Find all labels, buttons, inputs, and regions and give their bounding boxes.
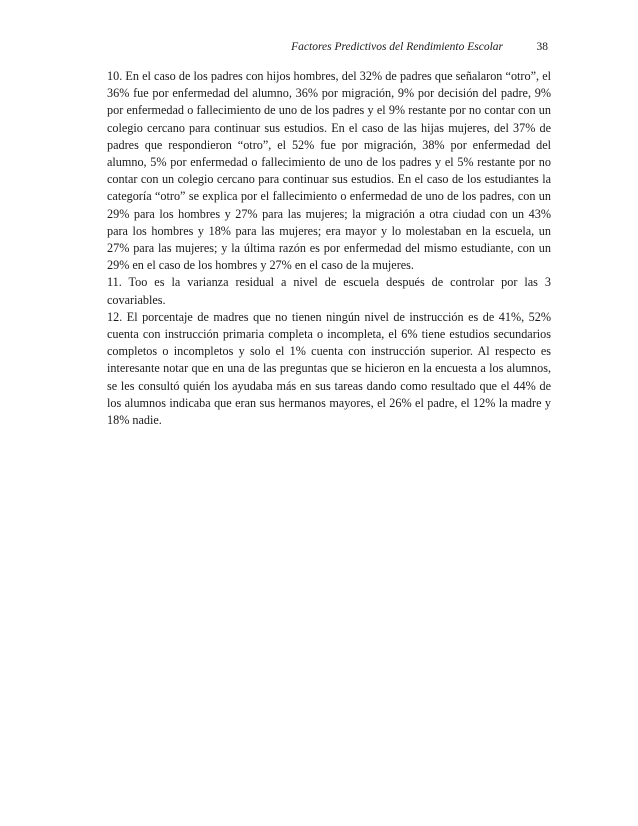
endnote-10: 10. En el caso de los padres con hijos hombres, del 32% de padres que señalaron “otro”, el 36% fue por enfermedad del alumno, 36% por migración, 9% por decisión del padre, 9% por enfermedad o fallecimiento de uno de los padres y el 9% restante por no contar con un colegio cercano para continuar sus estudios. En el caso de las hijas mujeres, del 37% de padres que respondieron “otro”, el 52% fue por migración, 38% por enfermedad del alumno, 5% por enfermedad o fallecimiento de uno de los padres y el 5% restante por no contar con un colegio cercano para continuar sus estudios. En el caso de los estudiantes la categoría “otro” se explica por el fallecimiento o enfermedad de uno de los padres, con un 29% para los hombres y 27% para las mujeres; la migración a otra ciudad con un 43% para los hombres y 18% para las mujeres; era mayor y lo molestaban en la escuela, un 27% para las mujeres; y la última razón es por enfermedad del mismo estudiante, con un 29% en el caso de los hombres y 27% en el caso de la mujeres.	[107, 69, 551, 273]
page-header	[108, 38, 548, 56]
endnote-11: 11. Too es la varianza residual a nivel de escuela después de controlar por las 3 covariables.	[107, 275, 551, 307]
page-number: 38	[536, 41, 548, 53]
endnotes	[107, 68, 551, 429]
endnote-12: 12. El porcentaje de madres que no tienen ningún nivel de instrucción es de 41%, 52% cuenta con instrucción primaria completa o incompleta, el 6% tiene estudios secundarios completos o incompletos y solo el 1% cuenta con instrucción superior. Al respecto es interesante notar que en una de las preguntas que se hicieron en la encuesta a los alumnos, se les consultó quién los ayudaba más en sus tareas dando como resultado que el 44% de los alumnos indicaba que eran sus hermanos mayores, el 26% el padre, el 12% la madre y 18% nadie.	[107, 309, 551, 428]
running-title: Factores Predictivos del Rendimiento Escolar	[291, 41, 503, 53]
